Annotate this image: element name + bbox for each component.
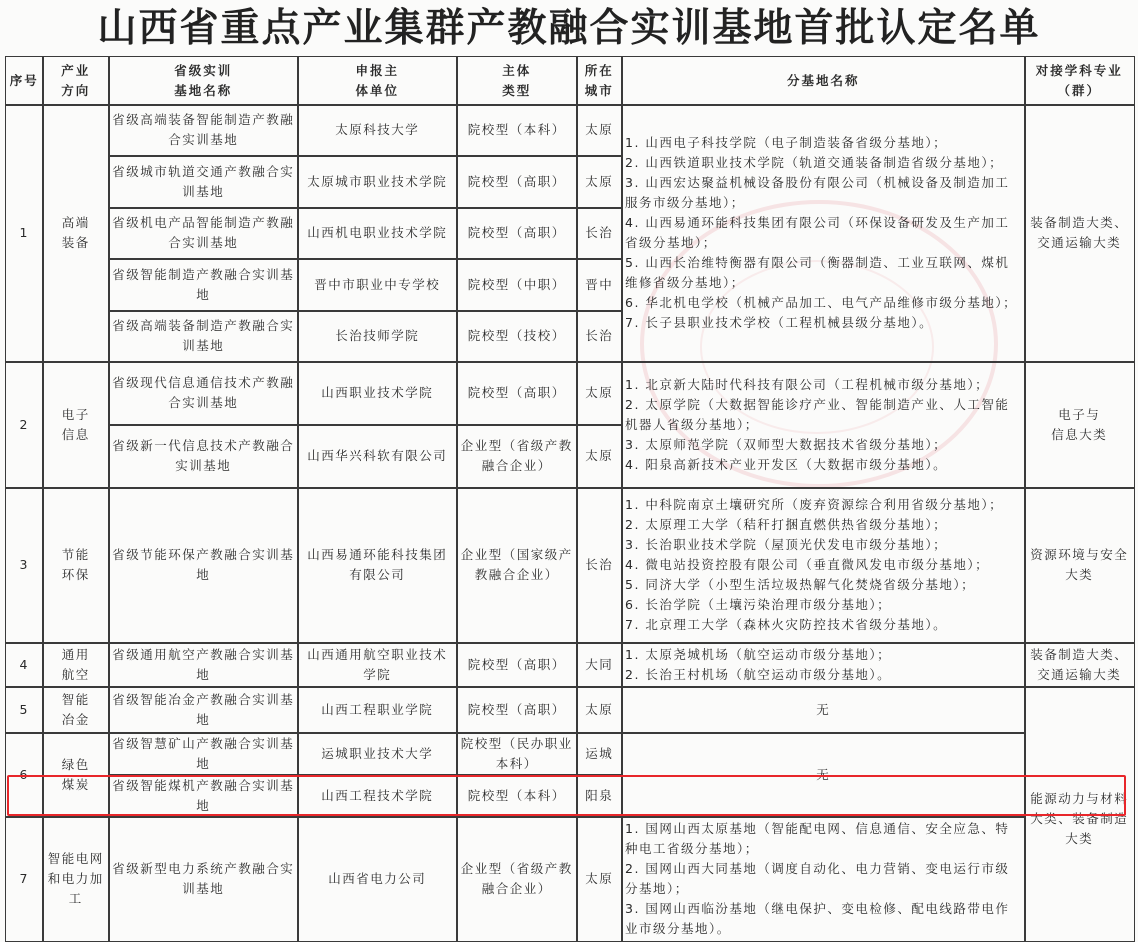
majors-cell: 装备制造大类、 交通运输大类 [1024,642,1135,688]
applicant-cell: 运城职业技术大学 [297,732,458,776]
city-cell: 阳泉 [576,774,623,818]
majors-cell: 电子与 信息大类 [1024,361,1135,489]
applicant-cell: 山西工程技术学院 [297,774,458,818]
city-cell: 大同 [576,642,623,688]
document-title: 山西省重点产业集群产教融合实训基地首批认定名单 [97,5,1041,51]
base-name-cell: 省级现代信息通信技术产教融合实训基地 [108,361,299,426]
base-name-cell: 省级节能环保产教融合实训基地 [108,487,299,644]
type-cell: 院校型（高职） [456,686,578,734]
base-name-cell: 省级智能冶金产教融合实训基地 [108,686,299,734]
base-name-cell: 省级智慧矿山产教融合实训基地 [108,732,299,776]
base-name-cell: 省级高端装备智能制造产教融合实训基地 [108,104,299,157]
applicant-cell: 晋中市职业中专学校 [297,258,458,312]
row-seq: 7 [5,816,44,942]
base-name-cell: 省级城市轨道交通产教融合实训基地 [108,155,299,209]
applicant-cell: 山西通用航空职业技术学院 [297,642,458,688]
row-industry: 节能 环保 [42,487,110,644]
type-cell: 企业型（国家级产教融合企业） [456,487,578,644]
sub-bases-list: 1. 北京新大陆时代科技有限公司（工程机械市级分基地）； 2. 太原学院（大数据智能诊疗产业、智能制造产业、人工智能机器人省级分基地）； 3. 太原师范学院（双师型大数据技术省级分基地）； 4. 阳泉高新技术产业开发区（大数据市级分基地）。 [621,361,1026,489]
row-industry: 智能 冶金 [42,686,110,734]
city-cell: 太原 [576,424,623,489]
sub-bases-none: 无 [621,732,1026,818]
header-seq: 序号 [5,56,44,106]
applicant-cell: 山西省电力公司 [297,816,458,942]
row-seq: 2 [5,361,44,489]
type-cell: 企业型（省级产教融合企业） [456,816,578,942]
applicant-cell: 长治技师学院 [297,310,458,363]
majors-cell-shared: 能源动力与材料 大类、装备制造 大类 [1024,686,1135,942]
base-name-cell: 省级新一代信息技术产教融合实训基地 [108,424,299,489]
header-applicant: 申报主 体单位 [297,56,458,106]
applicant-cell: 山西机电职业技术学院 [297,207,458,260]
row-seq: 1 [5,104,44,363]
applicant-cell: 山西工程职业学院 [297,686,458,734]
base-name-cell: 省级智能制造产教融合实训基地 [108,258,299,312]
type-cell: 院校型（高职） [456,207,578,260]
sub-bases-list: 1. 中科院南京土壤研究所（废弃资源综合利用省级分基地）； 2. 太原理工大学（秸秆打捆直燃供热省级分基地）； 3. 长治职业技术学院（屋顶光伏发电市级分基地）； 4. 微电站投资控股有限公司（垂直微风发电市级分基地）； 5. 同济大学（小型生活垃圾热解气化焚烧省级分基地）； 6. 长治学院（土壤污染治理市级分基地）； 7. 北京理工大学（森林火灾防控技术省级分基地）。 [621,487,1026,644]
sub-bases-none: 无 [621,686,1026,734]
type-cell: 院校型（技校） [456,310,578,363]
base-name-cell: 省级智能煤机产教融合实训基地 [108,774,299,818]
applicant-cell: 山西易通环能科技集团有限公司 [297,487,458,644]
city-cell: 长治 [576,310,623,363]
type-cell: 企业型（省级产教融合企业） [456,424,578,489]
header-sub-bases: 分基地名称 [621,56,1026,106]
row-industry: 通用 航空 [42,642,110,688]
city-cell: 长治 [576,207,623,260]
city-cell: 运城 [576,732,623,776]
sub-bases-list: 1. 山西电子科技学院（电子制造装备省级分基地）； 2. 山西铁道职业技术学院（轨道交通装备制造省级分基地）； 3. 山西宏达聚益机械设备股份有限公司（机械设备及制造加工服务市级分基地）； 4. 山西易通环能科技集团有限公司（环保设备研发及生产加工省级分基地）； 5. 山西长治维特衡器有限公司（衡器制造、工业互联网、煤机维修省级分基地）； 6. 华北机电学校（机械产品加工、电气产品维修市级分基地）； 7. 长子县职业技术学校（工程机械县级分基地）。 [621,104,1026,363]
city-cell: 太原 [576,155,623,209]
city-cell: 太原 [576,816,623,942]
row-seq: 5 [5,686,44,734]
base-name-cell: 省级高端装备制造产教融合实训基地 [108,310,299,363]
applicant-cell: 山西职业技术学院 [297,361,458,426]
type-cell: 院校型（高职） [456,642,578,688]
city-cell: 太原 [576,686,623,734]
type-cell: 院校型（本科） [456,774,578,818]
majors-cell: 资源环境与安全 大类 [1024,487,1135,644]
type-cell: 院校型（高职） [456,155,578,209]
base-name-cell: 省级通用航空产教融合实训基地 [108,642,299,688]
applicant-cell: 山西华兴科软有限公司 [297,424,458,489]
header-city: 所在 城市 [576,56,623,106]
city-cell: 太原 [576,104,623,157]
applicant-cell: 太原科技大学 [297,104,458,157]
type-cell: 院校型（中职） [456,258,578,312]
row-seq: 4 [5,642,44,688]
applicant-cell: 太原城市职业技术学院 [297,155,458,209]
row-seq: 3 [5,487,44,644]
city-cell: 晋中 [576,258,623,312]
type-cell: 院校型（高职） [456,361,578,426]
sub-bases-list: 1. 国网山西太原基地（智能配电网、信息通信、安全应急、特种电工省级分基地）； 2. 国网山西大同基地（调度自动化、电力营销、变电运行市级分基地）； 3. 国网山西临汾基地（继电保护、变电检修、配电线路带电作业市级分基地）。 [621,816,1026,942]
base-name-cell: 省级机电产品智能制造产教融合实训基地 [108,207,299,260]
base-name-cell: 省级新型电力系统产教融合实训基地 [108,816,299,942]
majors-cell: 装备制造大类、 交通运输大类 [1024,104,1135,363]
row-seq: 6 [5,732,44,818]
city-cell: 长治 [576,487,623,644]
header-industry: 产业 方向 [42,56,110,106]
type-cell: 院校型（本科） [456,104,578,157]
row-industry: 智能电网 和电力加 工 [42,816,110,942]
row-industry: 高端 装备 [42,104,110,363]
sub-bases-list: 1. 太原尧城机场（航空运动市级分基地）； 2. 长治王村机场（航空运动市级分基地）。 [621,642,1026,688]
header-type: 主体 类型 [456,56,578,106]
row-industry: 绿色 煤炭 [42,732,110,818]
city-cell: 太原 [576,361,623,426]
header-majors: 对接学科专业 （群） [1024,56,1135,106]
row-industry: 电子 信息 [42,361,110,489]
header-base-name: 省级实训 基地名称 [108,56,299,106]
type-cell: 院校型（民办职业本科） [456,732,578,776]
